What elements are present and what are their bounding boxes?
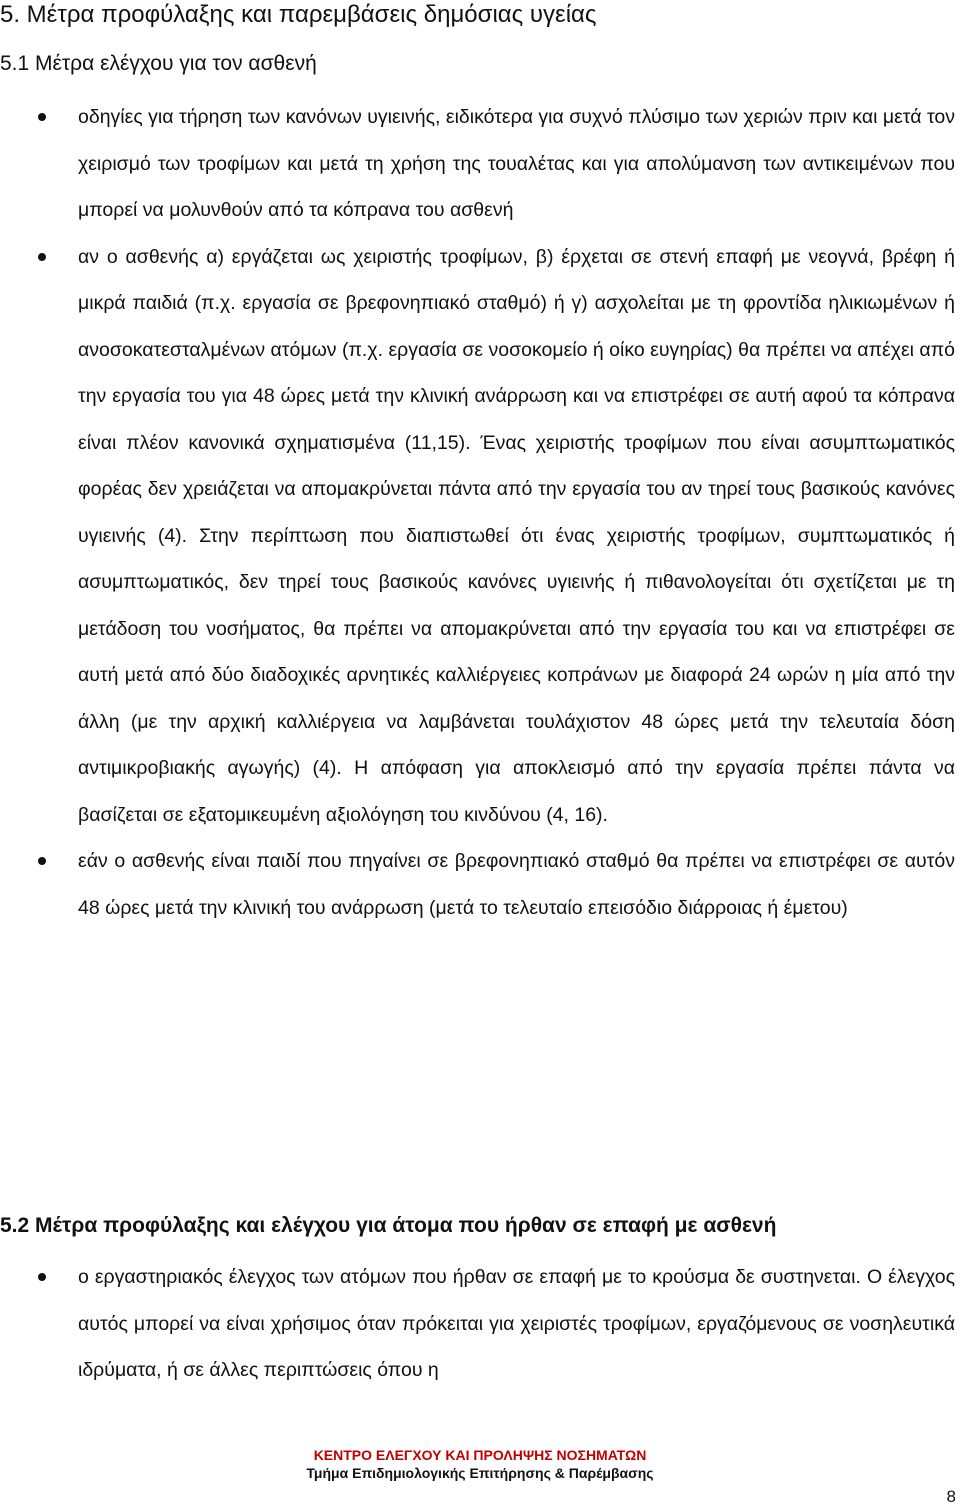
list-item (0, 94, 955, 234)
section-2-heading: 5.2 Μέτρα προφύλαξης και ελέγχου για άτομα που ήρθαν σε επαφή με ασθενή (0, 1214, 777, 1237)
footer-department: Τμήμα Επιδημιολογικής Επιτήρησης & Παρέμβασης (306, 1465, 654, 1481)
section-2-bullet-list (0, 1254, 955, 1394)
bullet-icon (38, 857, 46, 865)
section-1-heading: 5.1 Μέτρα ελέγχου για τον ασθενή (0, 52, 317, 75)
page-number: 8 (946, 1487, 956, 1506)
list-item-text: αν ο ασθενής α) εργάζεται ως χειριστής τροφίμων, β) έρχεται σε στενή επαφή με νεογνά, βρέφη ή μικρά παιδιά (π.χ. εργασία σε βρεφονηπιακό σταθμό) ή γ) ασχολείται με τη φροντίδα ηλικιωμένων ή ανοσοκατεσταλμένων ατόμων (π.χ. εργασία σε νοσοκομείο ή οίκο ευγηρίας) θα πρέπει να απέχει από την εργασία του για 48 ώρες μετά την κλινική ανάρρωση και να επιστρέφει σε αυτή αφού τα κόπρανα είναι πλέον κανονικά σχηματισμένα (11,15). Ένας χειριστής τροφίμων που είναι ασυμπτωματικός φορέας δεν χρειάζεται να απομακρύνεται πάντα από την εργασία του αν τηρεί τους βασικούς κανόνες υγιεινής (4). Στην περίπτωση που διαπιστωθεί ότι ένας χειριστής τροφίμων, συμπτωματικός ή ασυμπτωματικός, δεν τηρεί τους βασικούς κανόνες υγιεινής ή πιθανολογείται ότι σχετίζεται με τη μετάδοση του νοσήματος, θα πρέπει να απομακρύνεται από την εργασία του και να επιστρέφει σε αυτή μετά από δύο διαδοχικές αρνητικές καλλιέργειες κοπράνων με διαφορά 24 ωρών η μία από την άλλη (με την αρχική καλλιέργεια να λαμβάνεται τουλάχιστον 48 ώρες μετά την τελευταία δόση αντιμικροβιακής αγωγής) (4). Η απόφαση για αποκλεισμό από την εργασία πρέπει πάντα να βασίζεται σε εξατομικευμένη αξιολόγηση του κινδύνου (4, 16). (78, 245, 955, 826)
main-heading: 5. Μέτρα προφύλαξης και παρεμβάσεις δημόσιας υγείας (0, 1, 597, 28)
list-item-text: οδηγίες για τήρηση των κανόνων υγιεινής, ειδικότερα για συχνό πλύσιμο των χεριών πριν και μετά τον χειρισμό των τροφίμων και μετά τη χρήση της τουαλέτας και για απολύμανση των αντικειμένων που μπορεί να μολυνθούν από τα κόπρανα του ασθενή (78, 106, 955, 221)
bullet-icon (38, 1273, 46, 1281)
list-item (0, 1254, 955, 1394)
list-item-text: ο εργαστηριακός έλεγχος των ατόμων που ήρθαν σε επαφή με το κρούσμα δε συστηνεται. Ο έλεγχος αυτός μπορεί να είναι χρήσιμος όταν πρόκειται για χειριστές τροφίμων, εργαζόμενους σε νοσηλευτικά ιδρύματα, ή σε άλλες περιπτώσεις όπου η (78, 1266, 955, 1381)
section-1-bullet-list (0, 94, 955, 931)
list-item-text: εάν ο ασθενής είναι παιδί που πηγαίνει σε βρεφονηπιακό σταθμό θα πρέπει να επιστρέφει σε αυτόν 48 ώρες μετά την κλινική του ανάρρωση (μετά το τελευταίο επεισόδιο διάρροιας ή έμετου) (78, 850, 955, 919)
bullet-icon (38, 253, 46, 261)
list-item (0, 234, 955, 839)
bullet-icon (38, 113, 46, 121)
footer-organization: ΚΕΝΤΡΟ ΕΛΕΓΧΟΥ ΚΑΙ ΠΡΟΛΗΨΗΣ ΝΟΣΗΜΑΤΩΝ (313, 1447, 647, 1463)
list-item (0, 838, 955, 931)
